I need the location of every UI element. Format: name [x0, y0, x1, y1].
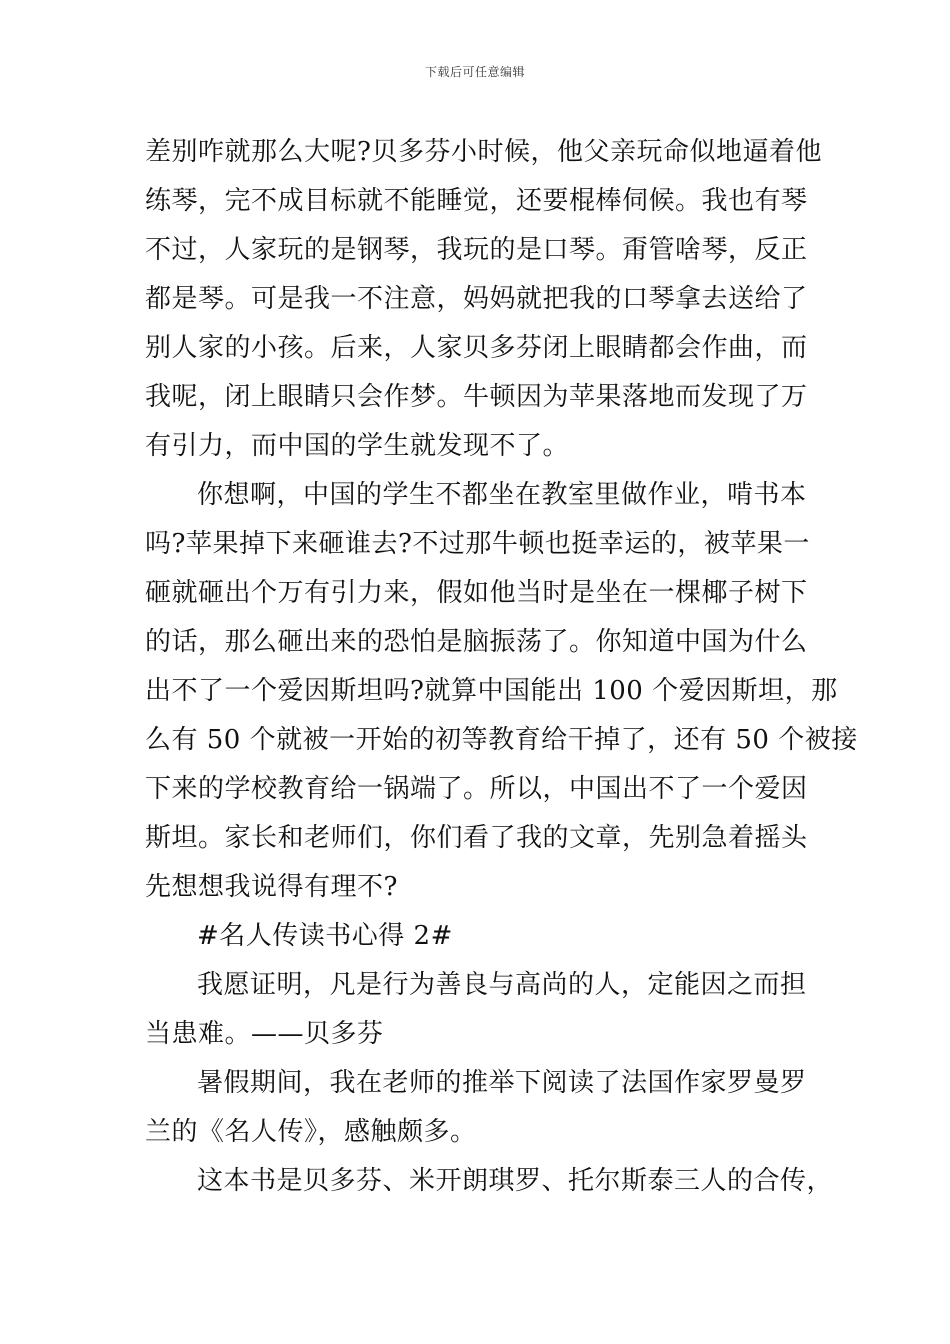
document-body [145, 128, 858, 1206]
text-line: 我呢，闭上眼睛只会作梦。牛顿因为苹果落地而发现了万 [145, 382, 808, 412]
text-line: 别人家的小孩。后来，人家贝多芬闭上眼睛都会作曲，而 [145, 333, 808, 363]
paragraph-start-line: 你想啊，中国的学生不都坐在教室里做作业，啃书本 [197, 480, 807, 510]
section-heading: #名人传读书心得 2# [197, 921, 453, 951]
text-line: 差别咋就那么大呢?贝多芬小时候，他父亲玩命似地逼着他 [145, 137, 822, 167]
text-line: 不过，人家玩的是钢琴，我玩的是口琴。甭管啥琴，反正 [145, 235, 808, 265]
quote-line: 我愿证明，凡是行为善良与高尚的人，定能因之而担 [197, 970, 807, 1000]
text-line: 练琴，完不成目标就不能睡觉，还要棍棒伺候。我也有琴 [145, 186, 808, 216]
text-line: 兰的《名人传》，感触颇多。 [145, 1117, 477, 1147]
text-line: 有引力，而中国的学生就发现不了。 [145, 431, 570, 461]
text-line: 先想想我说得有理不? [145, 872, 398, 902]
text-line: 出不了一个爱因斯坦吗?就算中国能出 100 个爱因斯坦，那 [145, 676, 838, 706]
text-line: 吗?苹果掉下来砸谁去?不过那牛顿也挺幸运的，被苹果一 [145, 529, 810, 559]
text-line: 下来的学校教育给一锅端了。所以，中国出不了一个爱因 [145, 774, 808, 804]
page-header: 下载后可任意编辑 [424, 65, 525, 79]
text-line: 的话，那么砸出来的恐怕是脑振荡了。你知道中国为什么 [145, 627, 808, 657]
text-line: 么有 50 个就被一开始的初等教育给干掉了，还有 50 个被接 [145, 725, 858, 755]
paragraph-start-line: 暑假期间，我在老师的推举下阅读了法国作家罗曼罗 [197, 1068, 807, 1098]
text-line: 斯坦。家长和老师们，你们看了我的文章，先别急着摇头 [145, 823, 808, 853]
paragraph-start-line: 这本书是贝多芬、米开朗琪罗、托尔斯泰三人的合传， [197, 1166, 834, 1196]
quote-line: 当患难。——贝多芬 [145, 1019, 384, 1049]
text-line: 砸就砸出个万有引力来，假如他当时是坐在一棵椰子树下 [145, 578, 808, 608]
text-line: 都是琴。可是我一不注意，妈妈就把我的口琴拿去送给了 [145, 284, 808, 314]
